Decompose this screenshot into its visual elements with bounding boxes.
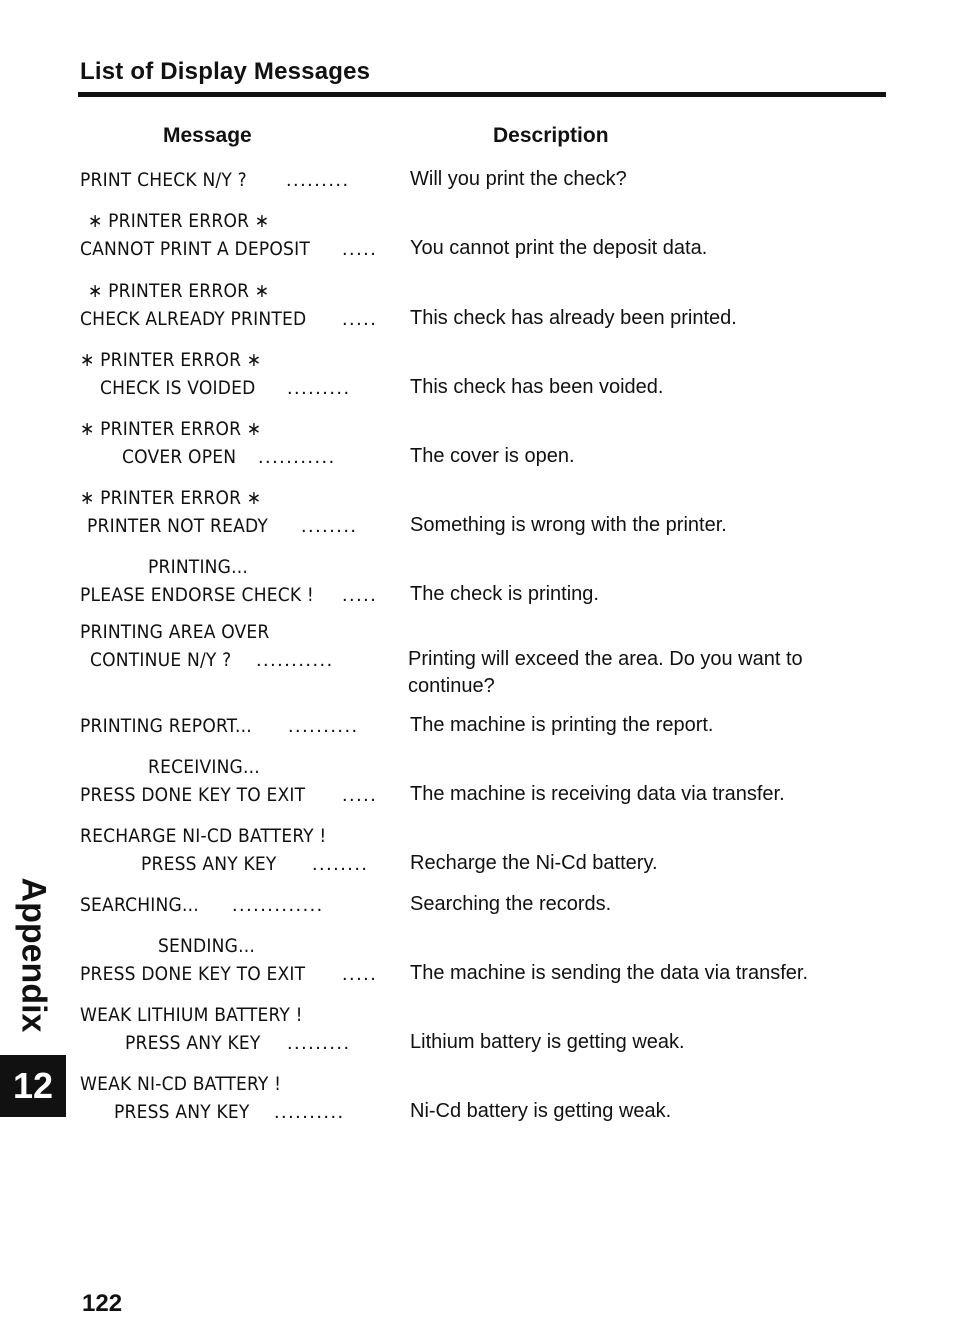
message-prefix-text: ∗ PRINTER ERROR ∗ — [80, 487, 262, 509]
page-title: List of Display Messages — [80, 58, 371, 85]
description-text: Recharge the Ni-Cd battery. — [410, 852, 658, 874]
description-text: This check has been voided. — [410, 376, 664, 398]
description-text: This check has already been printed. — [410, 307, 737, 329]
message-prefix-text: WEAK LITHIUM BATTERY ! — [80, 1004, 303, 1026]
message-prefix-text: ∗ PRINTER ERROR ∗ — [88, 280, 270, 302]
message-text: PRINT CHECK N/Y ? — [80, 169, 247, 191]
message-text: CANNOT PRINT A DEPOSIT — [80, 238, 310, 260]
message-text: COVER OPEN — [122, 446, 237, 468]
appendix-side-label — [3, 877, 63, 1033]
description-text: You cannot print the deposit data. — [410, 237, 708, 259]
message-prefix-text: ∗ PRINTER ERROR ∗ — [80, 349, 262, 371]
leader-dots: ..... — [342, 963, 378, 985]
leader-dots: ......... — [287, 1032, 351, 1054]
description-text: Ni-Cd battery is getting weak. — [410, 1100, 672, 1122]
message-prefix-text: PRINTING... — [148, 556, 248, 578]
chapter-tab: 12 — [0, 1055, 66, 1117]
message-prefix-text: SENDING... — [158, 935, 255, 957]
leader-dots: ........ — [312, 853, 369, 875]
leader-dots: ..... — [342, 308, 378, 330]
message-text: PRESS ANY KEY — [125, 1032, 261, 1054]
message-text: CHECK IS VOIDED — [100, 377, 256, 399]
message-text: PRINTING REPORT... — [80, 715, 252, 737]
description-text: The machine is sending the data via transfer. — [410, 962, 809, 984]
leader-dots: ............. — [232, 894, 324, 916]
description-text-continued: continue? — [408, 675, 495, 697]
message-text: PLEASE ENDORSE CHECK ! — [80, 584, 314, 606]
description-text: The machine is printing the report. — [410, 714, 714, 736]
message-prefix-text: ∗ PRINTER ERROR ∗ — [88, 210, 270, 232]
description-text: The machine is receiving data via transfer. — [410, 783, 785, 805]
description-text: Something is wrong with the printer. — [410, 514, 727, 536]
appendix-side-label-text: Appendix — [14, 877, 53, 1033]
leader-dots: ........... — [256, 649, 334, 671]
page-number: 122 — [82, 1290, 123, 1317]
description-text: Will you print the check? — [410, 168, 627, 190]
message-column-header: Message — [163, 124, 252, 147]
leader-dots: ......... — [286, 169, 350, 191]
leader-dots: .......... — [288, 715, 359, 737]
leader-dots: ........... — [258, 446, 336, 468]
description-column-header: Description — [493, 124, 609, 147]
message-text: PRESS ANY KEY — [141, 853, 277, 875]
message-text: CONTINUE N/Y ? — [90, 649, 232, 671]
leader-dots: ..... — [342, 584, 378, 606]
description-text: The cover is open. — [410, 445, 575, 467]
message-text: PRINTER NOT READY — [87, 515, 268, 537]
message-prefix-text: WEAK NI-CD BATTERY ! — [80, 1073, 282, 1095]
message-text: PRESS ANY KEY — [114, 1101, 250, 1123]
description-text: Lithium battery is getting weak. — [410, 1031, 685, 1053]
message-prefix-text: ∗ PRINTER ERROR ∗ — [80, 418, 262, 440]
message-prefix-text: RECHARGE NI-CD BATTERY ! — [80, 825, 327, 847]
description-text: Printing will exceed the area. Do you want to — [408, 648, 803, 670]
leader-dots: ..... — [342, 238, 378, 260]
message-text: SEARCHING... — [80, 894, 199, 916]
message-text: CHECK ALREADY PRINTED — [80, 308, 307, 330]
description-text: The check is printing. — [410, 583, 599, 605]
title-rule — [78, 92, 886, 97]
description-text: Searching the records. — [410, 893, 612, 915]
message-prefix-text: RECEIVING... — [148, 756, 260, 778]
message-text: PRESS DONE KEY TO EXIT — [80, 963, 306, 985]
leader-dots: .......... — [274, 1101, 345, 1123]
leader-dots: ......... — [287, 377, 351, 399]
message-text: PRESS DONE KEY TO EXIT — [80, 784, 306, 806]
leader-dots: ........ — [301, 515, 358, 537]
leader-dots: ..... — [342, 784, 378, 806]
message-prefix-text: PRINTING AREA OVER — [80, 621, 270, 643]
